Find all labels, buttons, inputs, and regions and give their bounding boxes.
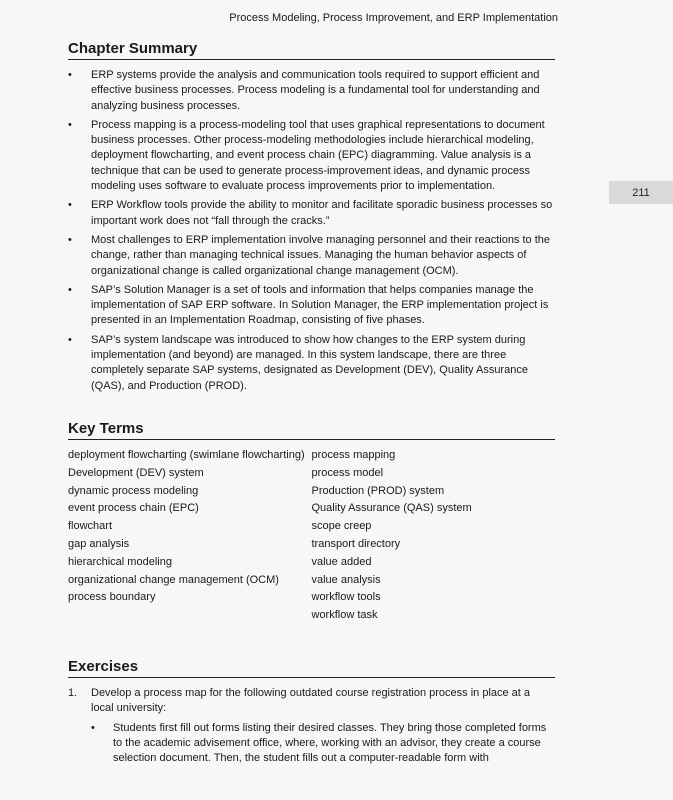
exercise-subitem-text: Students first fill out forms listing their desired classes. They bring those completed forms to the academic advisement office, where, working with an advisor, they create a course selection document. Then, the student fills out a computer-readable form with [113,721,547,765]
summary-item-text: SAP’s Solution Manager is a set of tools and information that helps companies manage the implementation of SAP ERP software. In Solution Manager, the ERP implementation project is presented in an Implementation Roadmap, consisting of five phases. [91,283,549,327]
summary-item-text: ERP systems provide the analysis and communication tools required to support efficient and effective business processes. Process modeling is a fundamental tool for understanding and analyzing business processes. [91,69,540,112]
key-term: scope creep [311,520,372,533]
exercise-subitem [91,721,555,767]
bullet-icon: • [68,199,72,212]
key-term: workflow task [311,609,378,622]
summary-item [68,118,555,194]
bullet-icon: • [68,118,72,131]
key-terms-columns [68,448,555,626]
key-term: value analysis [311,573,381,586]
summary-item [68,68,555,114]
exercises-heading: Exercises [68,658,555,678]
page-content [68,40,555,766]
exercise-item [68,686,555,766]
summary-item-text: ERP Workflow tools provide the ability to monitor and facilitate sporadic business processes so important work does not “fall through the cracks.” [91,199,553,227]
bullet-icon: • [68,69,72,81]
chapter-summary-heading: Chapter Summary [68,40,555,60]
key-term: process mapping [311,448,396,461]
bullet-icon: • [91,721,95,734]
bullet-icon: • [68,283,72,296]
chapter-summary-section [68,40,555,394]
exercise-text: Develop a process map for the following outdated course registration process in place at a local university: [91,686,531,715]
key-term: deployment flowcharting (swimlane flowcharting) [68,448,305,461]
summary-item [68,333,555,394]
key-term: Production (PROD) system [311,484,445,497]
summary-item-text: Most challenges to ERP implementation involve managing personnel and their reactions to the change, rather than managing technical issues. Managing the human behavior aspects of organizational change is called organizational change management (OCM). [91,233,551,277]
exercises-section [68,658,555,766]
key-term: organizational change management (OCM) [68,573,279,586]
key-term: flowchart [68,520,113,533]
key-term: value added [311,555,372,568]
key-term: transport directory [311,537,401,550]
exercise-number: 1. [68,686,78,699]
exercise-sublist [91,721,555,767]
page-number-tab: 211 [609,181,673,204]
key-term: Quality Assurance (QAS) system [311,502,472,515]
key-term: process model [311,466,384,479]
bullet-icon: • [68,233,72,246]
key-term: gap analysis [68,537,130,550]
key-terms-section [68,420,555,626]
running-header: Process Modeling, Process Improvement, and ERP Implementation [229,12,558,24]
key-term: event process chain (EPC) [68,502,199,515]
summary-item-text: Process mapping is a process-modeling tool that uses graphical representations to document business processes. Other process-modeling methodologies include hierarchical modeling, deployment flowcharting, and event process chain (EPC) diagramming. Value analysis is a technique that can be used to generate process-improvement ideas, and dynamic process modeling uses software to evaluate process improvements prior to implementation. [91,118,545,193]
key-term: hierarchical modeling [68,555,172,568]
exercises-list [68,686,555,766]
key-term: Development (DEV) system [68,466,204,479]
key-term: workflow tools [311,591,381,604]
summary-item-text: SAP’s system landscape was introduced to show how changes to the ERP system during implementation (and beyond) are managed. In this system landscape, there are three completely separate SAP systems, designated as Development (DEV), Quality Assurance (QAS), and Production (PROD). [91,333,528,392]
bullet-icon: • [68,333,72,346]
key-terms-right-column [312,448,556,626]
summary-item [68,233,555,279]
key-terms-left-column [68,448,312,626]
key-terms-heading: Key Terms [68,420,555,440]
summary-item [68,283,555,329]
summary-item [68,198,555,229]
key-term: dynamic process modeling [68,484,199,497]
key-term: process boundary [68,591,156,604]
summary-list [68,68,555,394]
